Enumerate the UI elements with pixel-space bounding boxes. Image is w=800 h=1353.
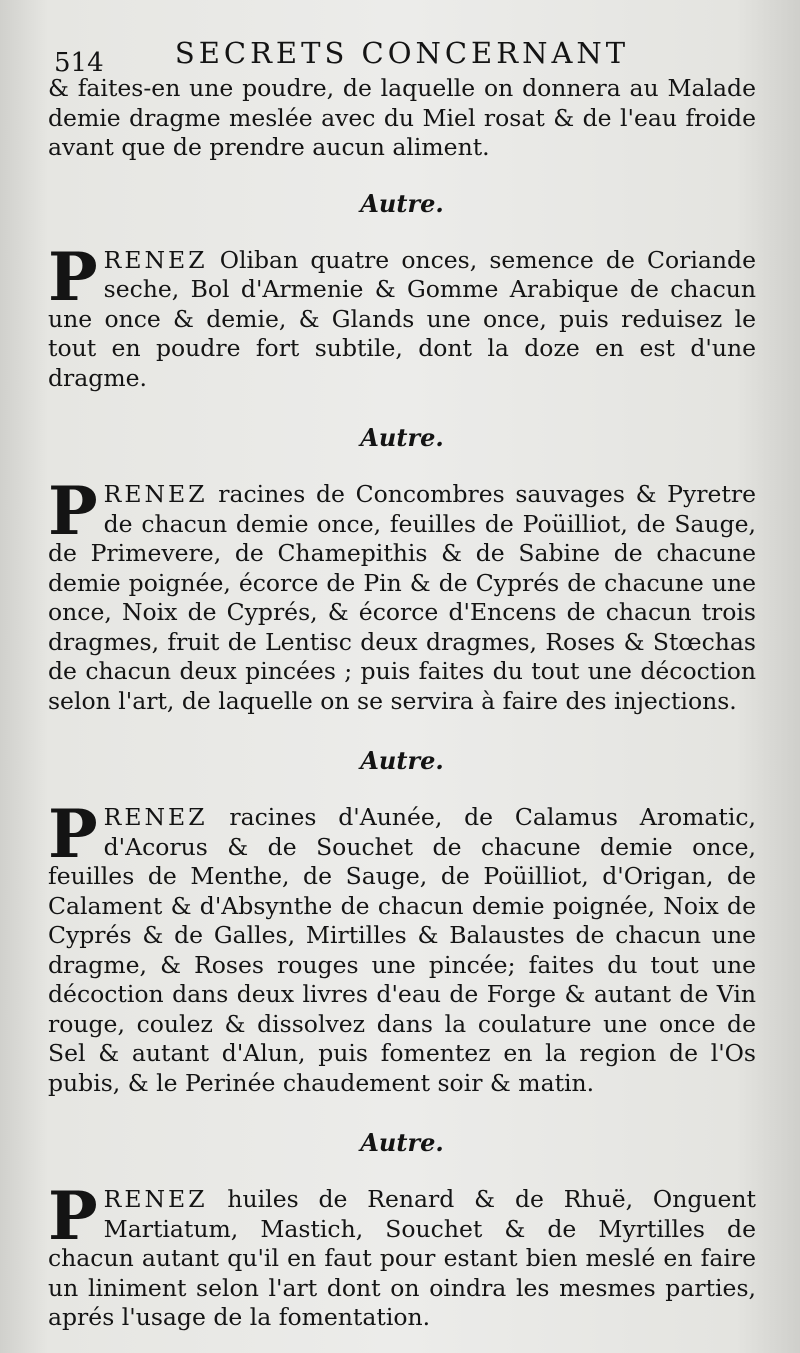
recipe-lead-word: RENEZ <box>103 803 208 831</box>
recipe-body: racines d'Aunée, de Calamus Aromatic, d'Acorus & de Souchet de chacune demie once, feuilles de Menthe, de Sauge, de Poüilliot, d'Origan, de Calament & d'Absynthe de chacun demie poignée, Noix de Cyprés & de Galles, Mirtilles & Balaustes de chacun une dragme, & Roses rouges une pincée; faites du tout une décoction dans deux livres d'eau de Forge & autant de Vin rouge, coulez & dissolvez dans la coulature une once de Sel & autant d'Alun, puis fomentez en la region de l'Os pubis, & le Perinée chaudement soir & matin. <box>48 803 756 1097</box>
recipe-lead-word: RENEZ <box>103 245 208 274</box>
recipe-lead-word: RENEZ <box>103 1185 208 1213</box>
recipe-text <box>48 795 756 1098</box>
recipe-3 <box>48 746 756 1098</box>
recipe-body: racines de Concombres sauvages & Pyretre de chacun demie once, feuilles de Poüilliot, de Sauge, de Primevere, de Chamepithis & de Sabine de chacune demie poignée, écorce de Pin & de Cyprés de chacune une once, Noix de Cyprés, & écorce d'Encens de chacun trois dragmes, fruit de Lentisc deux dragmes, Roses & Stœchas de chacun deux pincées ; puis faites du tout une décoction selon l'art, de laquelle on se servira à faire des injections. <box>48 480 756 715</box>
page-number: 514 <box>54 48 104 78</box>
page-header <box>48 30 756 78</box>
drop-capital: P <box>48 1177 98 1255</box>
recipe-1 <box>48 189 756 394</box>
recipe-title: Autre. <box>360 188 444 218</box>
recipe-text <box>48 1177 756 1333</box>
recipe-body: Oliban quatre onces, semence de Coriande seche, Bol d'Armenie & Gomme Arabique de chacun une once & demie, & Glands une once, puis reduisez le tout en poudre fort subtile, dont la doze en est d'une dragme. <box>48 245 756 392</box>
drop-capital: P <box>48 472 98 550</box>
recipe-text <box>48 472 756 716</box>
recipe-text <box>48 237 756 394</box>
drop-capital: P <box>48 237 98 316</box>
recipe-body: huiles de Renard & de Rhuë, Onguent Martiatum, Mastich, Souchet & de Myrtilles de chacun autant qu'il en faut pour estant bien meslé en faire un liniment selon l'art dont on oindra les mesmes parties, aprés l'usage de la fomentation. <box>48 1185 756 1331</box>
drop-capital: P <box>48 795 98 873</box>
recipe-title: Autre. <box>360 423 444 452</box>
recipe-4 <box>48 1128 756 1333</box>
recipe-2 <box>48 423 756 716</box>
running-head: SECRETS CONCERNANT <box>174 36 630 70</box>
recipe-lead-word: RENEZ <box>103 480 208 508</box>
recipe-title: Autre. <box>360 746 444 775</box>
recipe-title: Autre. <box>360 1128 444 1157</box>
intro-paragraph: & faites-en une poudre, de laquelle on donnera au Malade demie dragme meslée avec du Miel rosat & de l'eau froide avant que de prendre aucun aliment. <box>48 74 756 161</box>
